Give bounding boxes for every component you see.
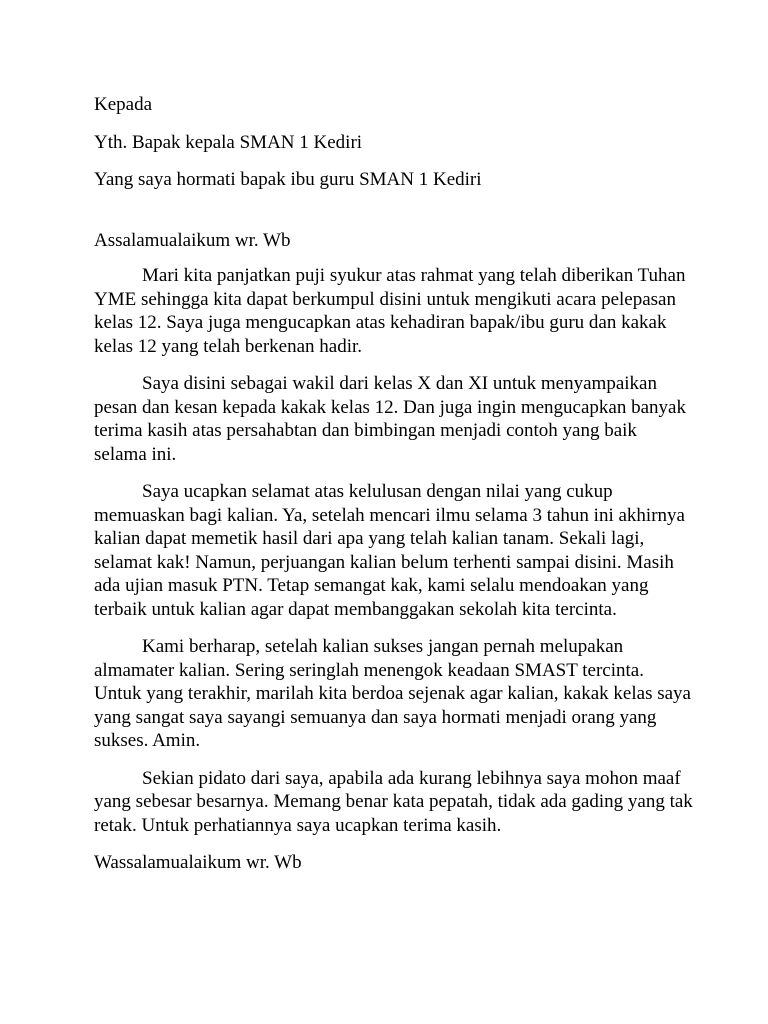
- greeting: Assalamualaikum wr. Wb: [94, 229, 291, 251]
- recipient-teachers: Yang saya hormati bapak ibu guru SMAN 1 Kediri: [94, 169, 482, 190]
- closing: Wassalamualaikum wr. Wb: [94, 852, 302, 873]
- paragraph: Saya ucapkan selamat atas kelulusan dengan nilai yang cukup memuaskan bagi kalian. Ya, setelah mencari ilmu selama 3 tahun ini akhirnya kalian dapat memetik hasil dari apa yang telah kalian tanam. Sekali lagi, selamat kak! Namun, perjuangan kalian belum terhenti sampai disini. Masih ada ujian masuk PTN. Tetap semangat kak, kami selalu mendoakan yang terbaik untuk kalian agar dapat membanggakan sekolah kita tercinta.: [94, 481, 685, 620]
- paragraph: Kami berharap, setelah kalian sukses jangan pernah melupakan almamater kalian. Sering seringlah menengok keadaan SMAST tercinta. Untuk yang terakhir, marilah kita berdoa sejenak agar kalian, kakak kelas saya yang sangat saya sayangi semuanya dan saya hormati menjadi orang yang sukses. Amin.: [94, 636, 691, 751]
- paragraph: Mari kita panjatkan puji syukur atas rahmat yang telah diberikan Tuhan YME sehingga kita dapat berkumpul disini untuk mengikuti acara pelepasan kelas 12. Saya juga mengucapkan atas kehadiran bapak/ibu guru dan kakak kelas 12 yang telah berkenan hadir.: [94, 265, 686, 357]
- speech-paragraphs: [94, 264, 694, 837]
- letter-body: [94, 93, 694, 875]
- paragraph: Sekian pidato dari saya, apabila ada kurang lebihnya saya mohon maaf yang sebesar besarnya. Memang benar kata pepatah, tidak ada gading yang tak retak. Untuk perhatiannya saya ucapkan terima kasih.: [94, 767, 693, 836]
- recipient-principal: Yth. Bapak kepala SMAN 1 Kediri: [94, 131, 363, 153]
- addressee: Kepada: [94, 94, 153, 115]
- paragraph: Saya disini sebagai wakil dari kelas X dan XI untuk menyampaikan pesan dan kesan kepada kakak kelas 12. Dan juga ingin mengucapkan banyak terima kasih atas persahabtan dan bimbingan menjadi contoh yang baik selama ini.: [94, 373, 686, 465]
